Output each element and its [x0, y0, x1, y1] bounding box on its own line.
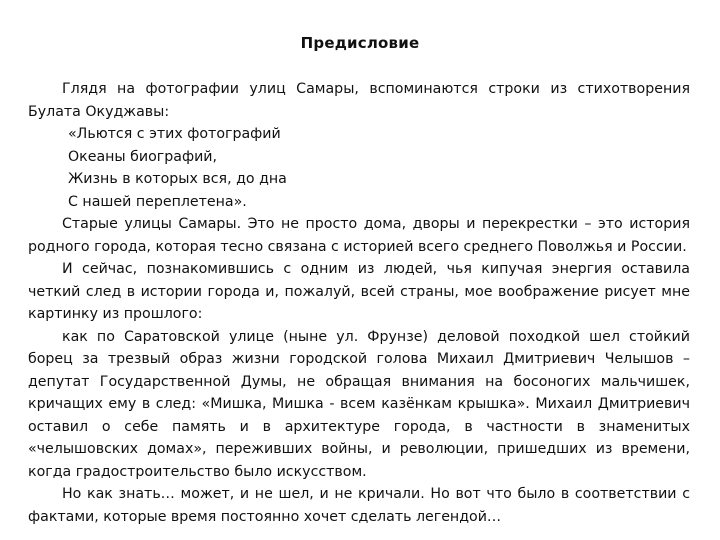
document-body: [28, 78, 690, 528]
poem-quote: [28, 123, 690, 213]
intro-paragraph: Глядя на фотографии улиц Самары, вспоминаются строки из стихотворения Булата Окуджавы:: [28, 81, 690, 120]
poem-line: С нашей переплетена».: [68, 193, 247, 210]
poem-line: «Льются с этих фотографий: [68, 126, 281, 142]
body-paragraph: Но как знать… может, и не шел, и не кричали. Но вот что было в соответствии с фактами, которые время постоянно хочет сделать легендой…: [28, 486, 690, 525]
body-paragraph: И сейчас, познакомившись с одним из людей, чья кипучая энергия оставила четкий след в истории города и, пожалуй, всей страны, мое воображение рисует мне картинку из прошлого:: [28, 261, 690, 322]
poem-line: Жизнь в которых вся, до дна: [68, 171, 287, 187]
body-paragraph: как по Саратовской улице (ныне ул. Фрунзе) деловой походкой шел стойкий борец за трезвый образ жизни городской голова Михаил Дмитриевич Челышов – депутат Государственной Думы, не обращая внимания на босоногих мальчишек, кричащих ему в след: «Мишка, Мишка - всем казёнкам крышка». Михаил Дмитриевич оставил о себе память и в архитектуре города, в частности в знаменитых «челышовских домах», переживших войны, и революции, пришедших из времени, когда градостроительство было искусством.: [28, 328, 690, 480]
document-title: Предисловие: [300, 34, 420, 52]
poem-line: Океаны биографий,: [68, 148, 218, 165]
body-paragraph: Старые улицы Самары. Это не просто дома, дворы и перекрестки – это история родного города, которая тесно связана с историей всего среднего Поволжья и России.: [28, 216, 690, 255]
